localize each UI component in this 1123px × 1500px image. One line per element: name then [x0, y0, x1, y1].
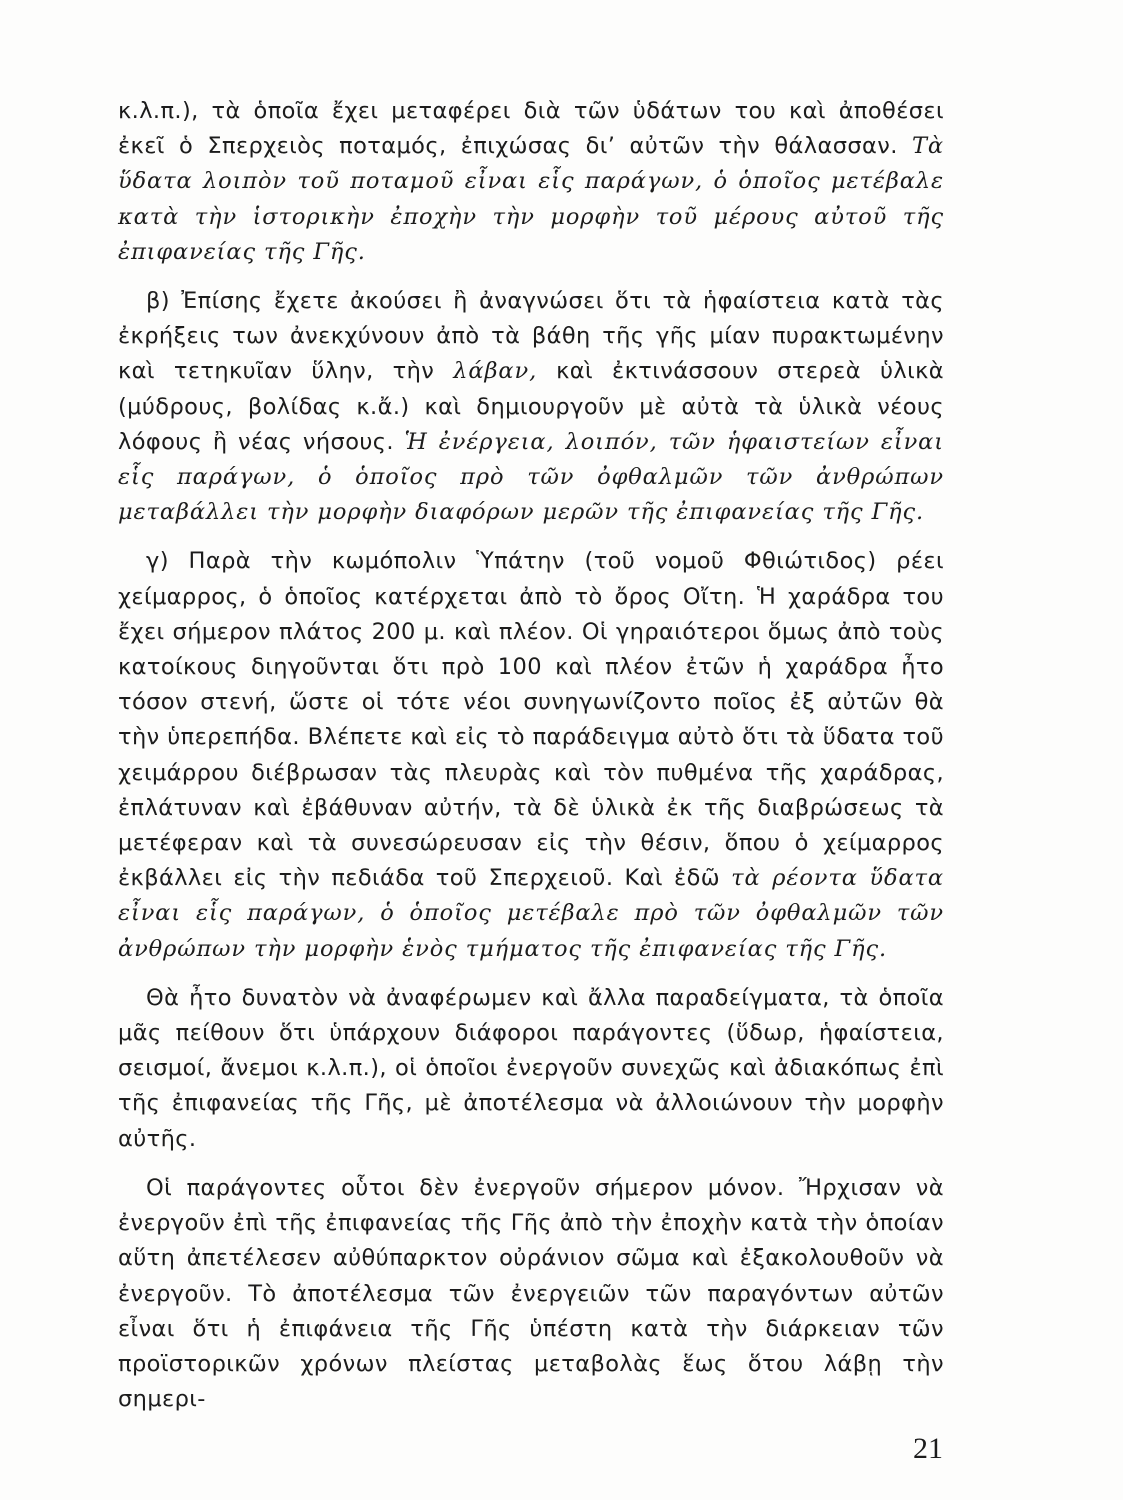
emphasized-text: Ἡ ἐνέργεια, λοιπόν, τῶν ἡφαιστείων εἶναι εἷς παράγων, ὁ ὁποῖος πρὸ τῶν ὀφθαλμῶν τῶν ἀνθρώπων μεταβάλλει τὴν μορφὴν διαφόρων μερῶν τῆς ἐπιφανείας τῆς Γῆς.	[118, 428, 944, 526]
paragraph-p1	[118, 94, 944, 270]
paragraph-p3	[118, 544, 944, 966]
paragraph-p2	[118, 284, 944, 530]
emphasized-text: τὰ ρέοντα ὕδατα εἶναι εἷς παράγων, ὁ ὁποῖος μετέβαλε πρὸ τῶν ὀφθαλμῶν τῶν ἀνθρώπων τὴν μορφὴν ἑνὸς τμήματος τῆς ἐπιφανείας τῆς Γῆς.	[118, 865, 944, 962]
emphasized-text: Τὰ ὕδατα λοιπὸν τοῦ ποταμοῦ εἶναι εἷς παράγων, ὁ ὁποῖος μετέβαλε κατὰ τὴν ἱστορικὴν ἐποχὴν τὴν μορφὴν τοῦ μέρους αὐτοῦ τῆς ἐπιφανείας τῆς Γῆς.	[118, 133, 944, 265]
body-text-span: Θὰ ἦτο δυνατὸν νὰ ἀναφέρωμεν καὶ ἄλλα παραδείγματα, τὰ ὁποῖα μᾶς πείθουν ὅτι ὑπάρχουν διάφοροι παράγοντες (ὕδωρ, ἡφαίστεια, σεισμοί, ἄνεμοι κ.λ.π.), οἱ ὁποῖοι ἐνεργοῦν συνεχῶς καὶ ἀδιακόπως ἐπὶ τῆς ἐπιφανείας τῆς Γῆς, μὲ ἀποτέλεσμα νὰ ἀλλοιώνουν τὴν μορφὴν αὐτῆς.	[118, 984, 944, 1152]
page-number: 21	[913, 1432, 943, 1465]
body-text	[118, 94, 944, 1431]
body-text-span: καὶ ἐκτινάσσουν στερεὰ ὑλικὰ (μύδρους, βολίδας κ.ἄ.) καὶ δημιουργοῦν μὲ αὐτὰ τὰ ὑλικὰ νέους λόφους ἢ νέας νήσους.	[118, 358, 944, 455]
body-text-span: Οἱ παράγοντες οὗτοι δὲν ἐνεργοῦν σήμερον μόνον. Ἤρχισαν νὰ ἐνεργοῦν ἐπὶ τῆς ἐπιφανείας τῆς Γῆς ἀπὸ τὴν ἐποχὴν κατὰ τὴν ὁποίαν αὕτη ἀπετέλεσεν αὐθύπαρκτον οὐράνιον σῶμα καὶ ἐξακολουθοῦν νὰ ἐνεργοῦν. Τὸ ἀποτέλεσμα τῶν ἐνεργειῶν τῶν παραγόντων αὐτῶν εἶναι ὅτι ἡ ἐπιφάνεια τῆς Γῆς ὑπέστη κατὰ τὴν διάρκειαν τῶν προϊστορικῶν χρόνων πλείστας μεταβολὰς ἕως ὅτου λάβῃ τὴν σημερι-	[118, 1174, 944, 1413]
body-text-span: β) Ἐπίσης ἔχετε ἀκούσει ἢ ἀναγνώσει ὅτι τὰ ἡφαίστεια κατὰ τὰς ἐκρήξεις των ἀνεκχύνουν ἀπὸ τὰ βάθη τῆς γῆς μίαν πυρακτωμένην καὶ τετηκυῖαν ὕλην, τὴν	[118, 288, 944, 385]
emphasized-text: λάβαν,	[453, 358, 538, 385]
body-text-span: κ.λ.π.), τὰ ὁποῖα ἔχει μεταφέρει διὰ τῶν ὑδάτων του καὶ ἀποθέσει ἐκεῖ ὁ Σπερχειὸς ποταμός, ἐπιχώσας δι’ αὐτῶν τὴν θάλασσαν.	[118, 98, 944, 160]
paragraph-p4	[118, 981, 944, 1157]
paragraph-p5	[118, 1171, 944, 1417]
body-text-span: γ) Παρὰ τὴν κωμόπολιν Ὑπάτην (τοῦ νομοῦ Φθιώτιδος) ρέει χείμαρρος, ὁ ὁποῖος κατέρχεται ἀπὸ τὸ ὄρος Οἴτη. Ἡ χαράδρα του ἔχει σήμερον πλάτος 200 μ. καὶ πλέον. Οἱ γηραιότεροι ὅμως ἀπὸ τοὺς κατοίκους διηγοῦνται ὅτι πρὸ 100 καὶ πλέον ἐτῶν ἡ χαράδρα ἦτο τόσον στενή, ὥστε οἱ τότε νέοι συνηγωνίζοντο ποῖος ἐξ αὐτῶν θὰ τὴν ὑπερεπήδα. Βλέπετε καὶ εἰς τὸ παράδειγμα αὐτὸ ὅτι τὰ ὕδατα τοῦ χειμάρρου διέβρωσαν τὰς πλευρὰς καὶ τὸν πυθμένα τῆς χαράδρας, ἐπλάτυναν καὶ ἐβάθυναν αὐτήν, τὰ δὲ ὑλικὰ ἐκ τῆς διαβρώσεως τὰ μετέφεραν καὶ τὰ συνεσώρευσαν εἰς τὴν θέσιν, ὅπου ὁ χείμαρρος ἐκβάλλει εἰς τὴν πεδιάδα τοῦ Σπερχειοῦ. Καὶ ἐδῶ	[118, 548, 944, 892]
